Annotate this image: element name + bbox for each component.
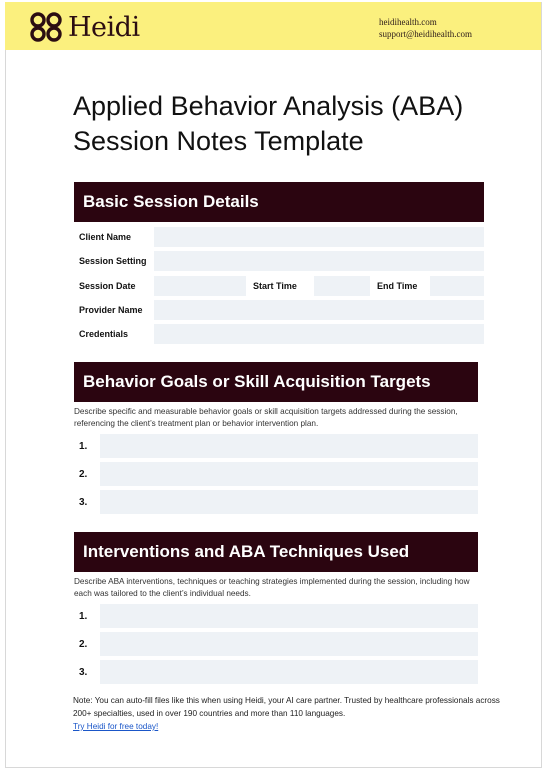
email-text: support@heidihealth.com	[379, 29, 473, 39]
session-setting-field[interactable]	[154, 251, 484, 271]
goal-item-number: 3.	[79, 496, 88, 508]
start-time-field[interactable]	[314, 276, 370, 296]
intervention-item-number: 1.	[79, 610, 88, 622]
goal-item-field[interactable]	[100, 434, 478, 458]
start-time-label: Start Time	[253, 281, 297, 291]
section-goals-header: Behavior Goals or Skill Acquisition Targets	[74, 362, 478, 402]
session-setting-label: Session Setting	[79, 256, 147, 266]
credentials-field[interactable]	[154, 324, 484, 344]
goal-item-field[interactable]	[100, 462, 478, 486]
page-title: Applied Behavior Analysis (ABA) Session Notes Template	[73, 91, 464, 156]
end-time-field[interactable]	[430, 276, 484, 296]
goal-item-number: 1.	[79, 440, 88, 452]
client-name-label: Client Name	[79, 232, 132, 242]
brand-name: Heidi	[68, 11, 140, 43]
intervention-item-field[interactable]	[100, 604, 478, 628]
intervention-item-number: 2.	[79, 638, 88, 650]
provider-name-field[interactable]	[154, 300, 484, 320]
section-basic-details-header: Basic Session Details	[74, 182, 484, 222]
goals-description: Describe specific and measurable behavior goals or skill acquisition targets addressed during the session, referencing the client’s treatment plan or behavior intervention plan.	[74, 407, 458, 428]
client-name-field[interactable]	[154, 227, 484, 247]
session-date-label: Session Date	[79, 281, 136, 291]
try-heidi-link[interactable]: Try Heidi for free today!	[73, 722, 159, 731]
intervention-item-field[interactable]	[100, 660, 478, 684]
intervention-item-field[interactable]	[100, 632, 478, 656]
interventions-description: Describe ABA interventions, techniques or teaching strategies implemented during the session, including how each was tailored to the client’s individual needs.	[74, 577, 470, 598]
website-text: heidihealth.com	[379, 17, 437, 27]
credentials-label: Credentials	[79, 329, 129, 339]
footer-note	[73, 694, 503, 733]
goal-item-field[interactable]	[100, 490, 478, 514]
section-interventions-header: Interventions and ABA Techniques Used	[74, 532, 478, 572]
heidi-logo-icon	[28, 11, 64, 43]
footer-note-text: Note: You can auto-fill files like this when using Heidi, your AI care partner. Trusted by healthcare professionals across 200+ specialties, used in over 190 countries and more than 110 languages.	[73, 696, 500, 718]
goal-item-number: 2.	[79, 468, 88, 480]
session-date-field[interactable]	[154, 276, 246, 296]
provider-name-label: Provider Name	[79, 305, 143, 315]
end-time-label: End Time	[377, 281, 418, 291]
logo	[28, 11, 140, 43]
brand-header	[5, 2, 541, 50]
intervention-item-number: 3.	[79, 666, 88, 678]
contact-info	[379, 16, 472, 40]
